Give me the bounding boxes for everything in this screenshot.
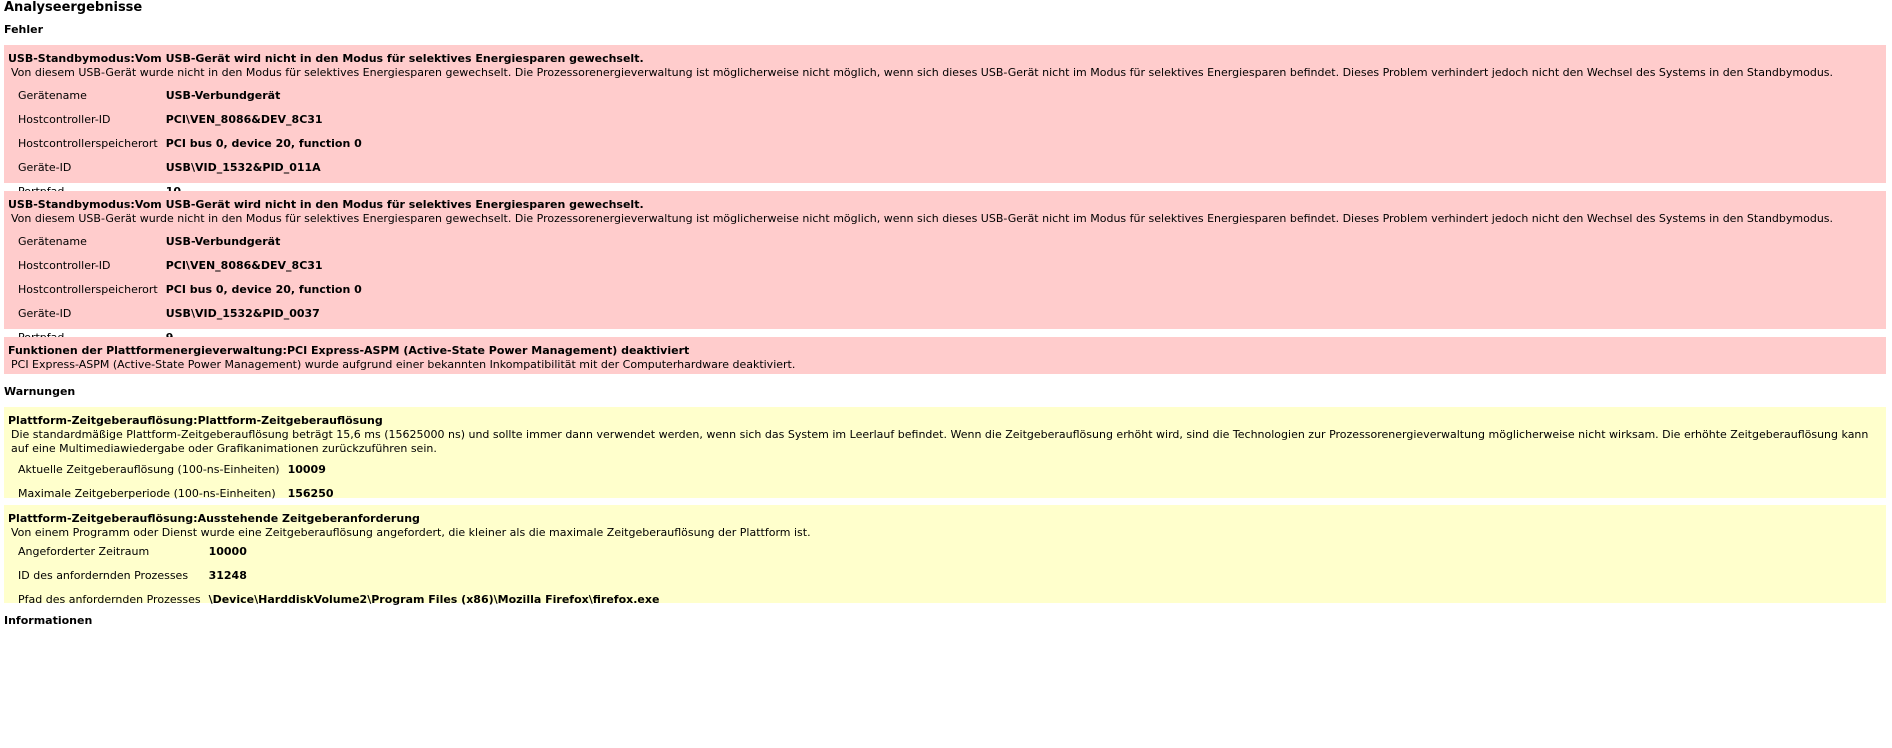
error-title: Funktionen der Plattformenergieverwaltung:PCI Express-ASPM (Active-State Power Management) deaktiviert	[8, 344, 690, 357]
section-heading-errors: Fehler	[4, 23, 44, 36]
property-label: Hostcontrollerspeicherort	[18, 137, 158, 150]
error-description: PCI Express-ASPM (Active-State Power Management) wurde aufgrund einer bekannten Inkompatibilität mit der Computerhardware deaktiviert.	[11, 358, 796, 371]
property-value: 10009	[287, 463, 326, 476]
property-row	[8, 588, 659, 612]
property-row	[8, 84, 362, 108]
warning-title: Plattform-Zeitgeberauflösung:Plattform-Zeitgeberauflösung	[8, 414, 383, 427]
property-table	[8, 540, 659, 612]
error-card	[4, 191, 1886, 329]
error-description: Von diesem USB-Gerät wurde nicht in den Modus für selektives Energiesparen gewechselt. Die Prozessorenergieverwaltung ist möglicherweise nicht möglich, wenn sich dieses USB-Gerät nicht im Modus für selektives Energiesparen befindet. Dieses Problem verhindert jedoch nicht den Wechsel des Systems in den Standbymodus.	[11, 212, 1834, 225]
error-description: Von diesem USB-Gerät wurde nicht in den Modus für selektives Energiesparen gewechselt. Die Prozessorenergieverwaltung ist möglicherweise nicht möglich, wenn sich dieses USB-Gerät nicht im Modus für selektives Energiesparen befindet. Dieses Problem verhindert jedoch nicht den Wechsel des Systems in den Standbymodus.	[11, 66, 1834, 79]
property-value: PCI bus 0, device 20, function 0	[165, 283, 362, 296]
section-heading-warnings: Warnungen	[4, 385, 76, 398]
warning-description: Die standardmäßige Plattform-Zeitgeberauflösung beträgt 15,6 ms (15625000 ns) und sollte immer dann verwendet werden, wenn sich das System im Leerlauf befindet. Wenn die Zeitgeberauflösung erhöht wird, sind die Technologien zur Prozessorenergieverwaltung möglicherweise nicht wirksam. Die erhöhte Zeitgeberauflösung kann auf eine Multimediawiedergabe oder Grafikanimationen zurückzuführen sein.	[11, 428, 1869, 455]
property-row	[8, 132, 362, 156]
property-label: Angeforderter Zeitraum	[18, 545, 150, 558]
property-row	[8, 540, 659, 564]
property-value: PCI\VEN_8086&DEV_8C31	[165, 113, 323, 126]
property-row	[8, 254, 362, 278]
property-table	[8, 84, 362, 204]
property-label: Pfad des anfordernden Prozesses	[18, 593, 201, 606]
property-value: USB-Verbundgerät	[165, 89, 281, 102]
property-value: \Device\HarddiskVolume2\Program Files (x86)\Mozilla Firefox\firefox.exe	[208, 593, 660, 606]
property-row	[8, 564, 659, 588]
property-value: USB\VID_1532&PID_011A	[165, 161, 321, 174]
property-value: USB-Verbundgerät	[165, 235, 281, 248]
warning-title: Plattform-Zeitgeberauflösung:Ausstehende Zeitgeberanforderung	[8, 512, 420, 525]
property-label: Hostcontrollerspeicherort	[18, 283, 158, 296]
property-row	[8, 108, 362, 132]
error-title: USB-Standbymodus:Vom USB-Gerät wird nicht in den Modus für selektives Energiesparen gewechselt.	[8, 52, 644, 65]
property-value: 31248	[208, 569, 247, 582]
property-value: PCI bus 0, device 20, function 0	[165, 137, 362, 150]
property-label: ID des anfordernden Prozesses	[18, 569, 189, 582]
error-card	[4, 337, 1886, 374]
property-row	[8, 156, 362, 180]
property-label: Gerätename	[18, 89, 87, 102]
property-label: Aktuelle Zeitgeberauflösung (100-ns-Einheiten)	[18, 463, 280, 476]
warning-card	[4, 505, 1886, 606]
property-value: 156250	[287, 487, 334, 500]
property-label: Hostcontroller-ID	[18, 259, 111, 272]
property-table	[8, 230, 362, 350]
warning-card	[4, 407, 1886, 498]
property-label: Gerätename	[18, 235, 87, 248]
property-value: PCI\VEN_8086&DEV_8C31	[165, 259, 323, 272]
property-label: Hostcontroller-ID	[18, 113, 111, 126]
error-card	[4, 45, 1886, 183]
property-row	[8, 278, 362, 302]
property-label: Geräte-ID	[18, 161, 72, 174]
warning-description: Von einem Programm oder Dienst wurde eine Zeitgeberauflösung angefordert, die kleiner als die maximale Zeitgeberauflösung der Plattform ist.	[11, 526, 811, 539]
property-label: Maximale Zeitgeberperiode (100-ns-Einheiten)	[18, 487, 276, 500]
section-heading-info: Informationen	[4, 614, 93, 627]
property-value: USB\VID_1532&PID_0037	[165, 307, 320, 320]
property-row	[8, 482, 334, 506]
property-table	[8, 458, 334, 506]
property-row	[8, 458, 334, 482]
property-label: Geräte-ID	[18, 307, 72, 320]
property-row	[8, 230, 362, 254]
page-title: Analyseergebnisse	[4, 0, 143, 15]
property-value: 10000	[208, 545, 247, 558]
error-title: USB-Standbymodus:Vom USB-Gerät wird nicht in den Modus für selektives Energiesparen gewechselt.	[8, 198, 644, 211]
property-row	[8, 302, 362, 326]
